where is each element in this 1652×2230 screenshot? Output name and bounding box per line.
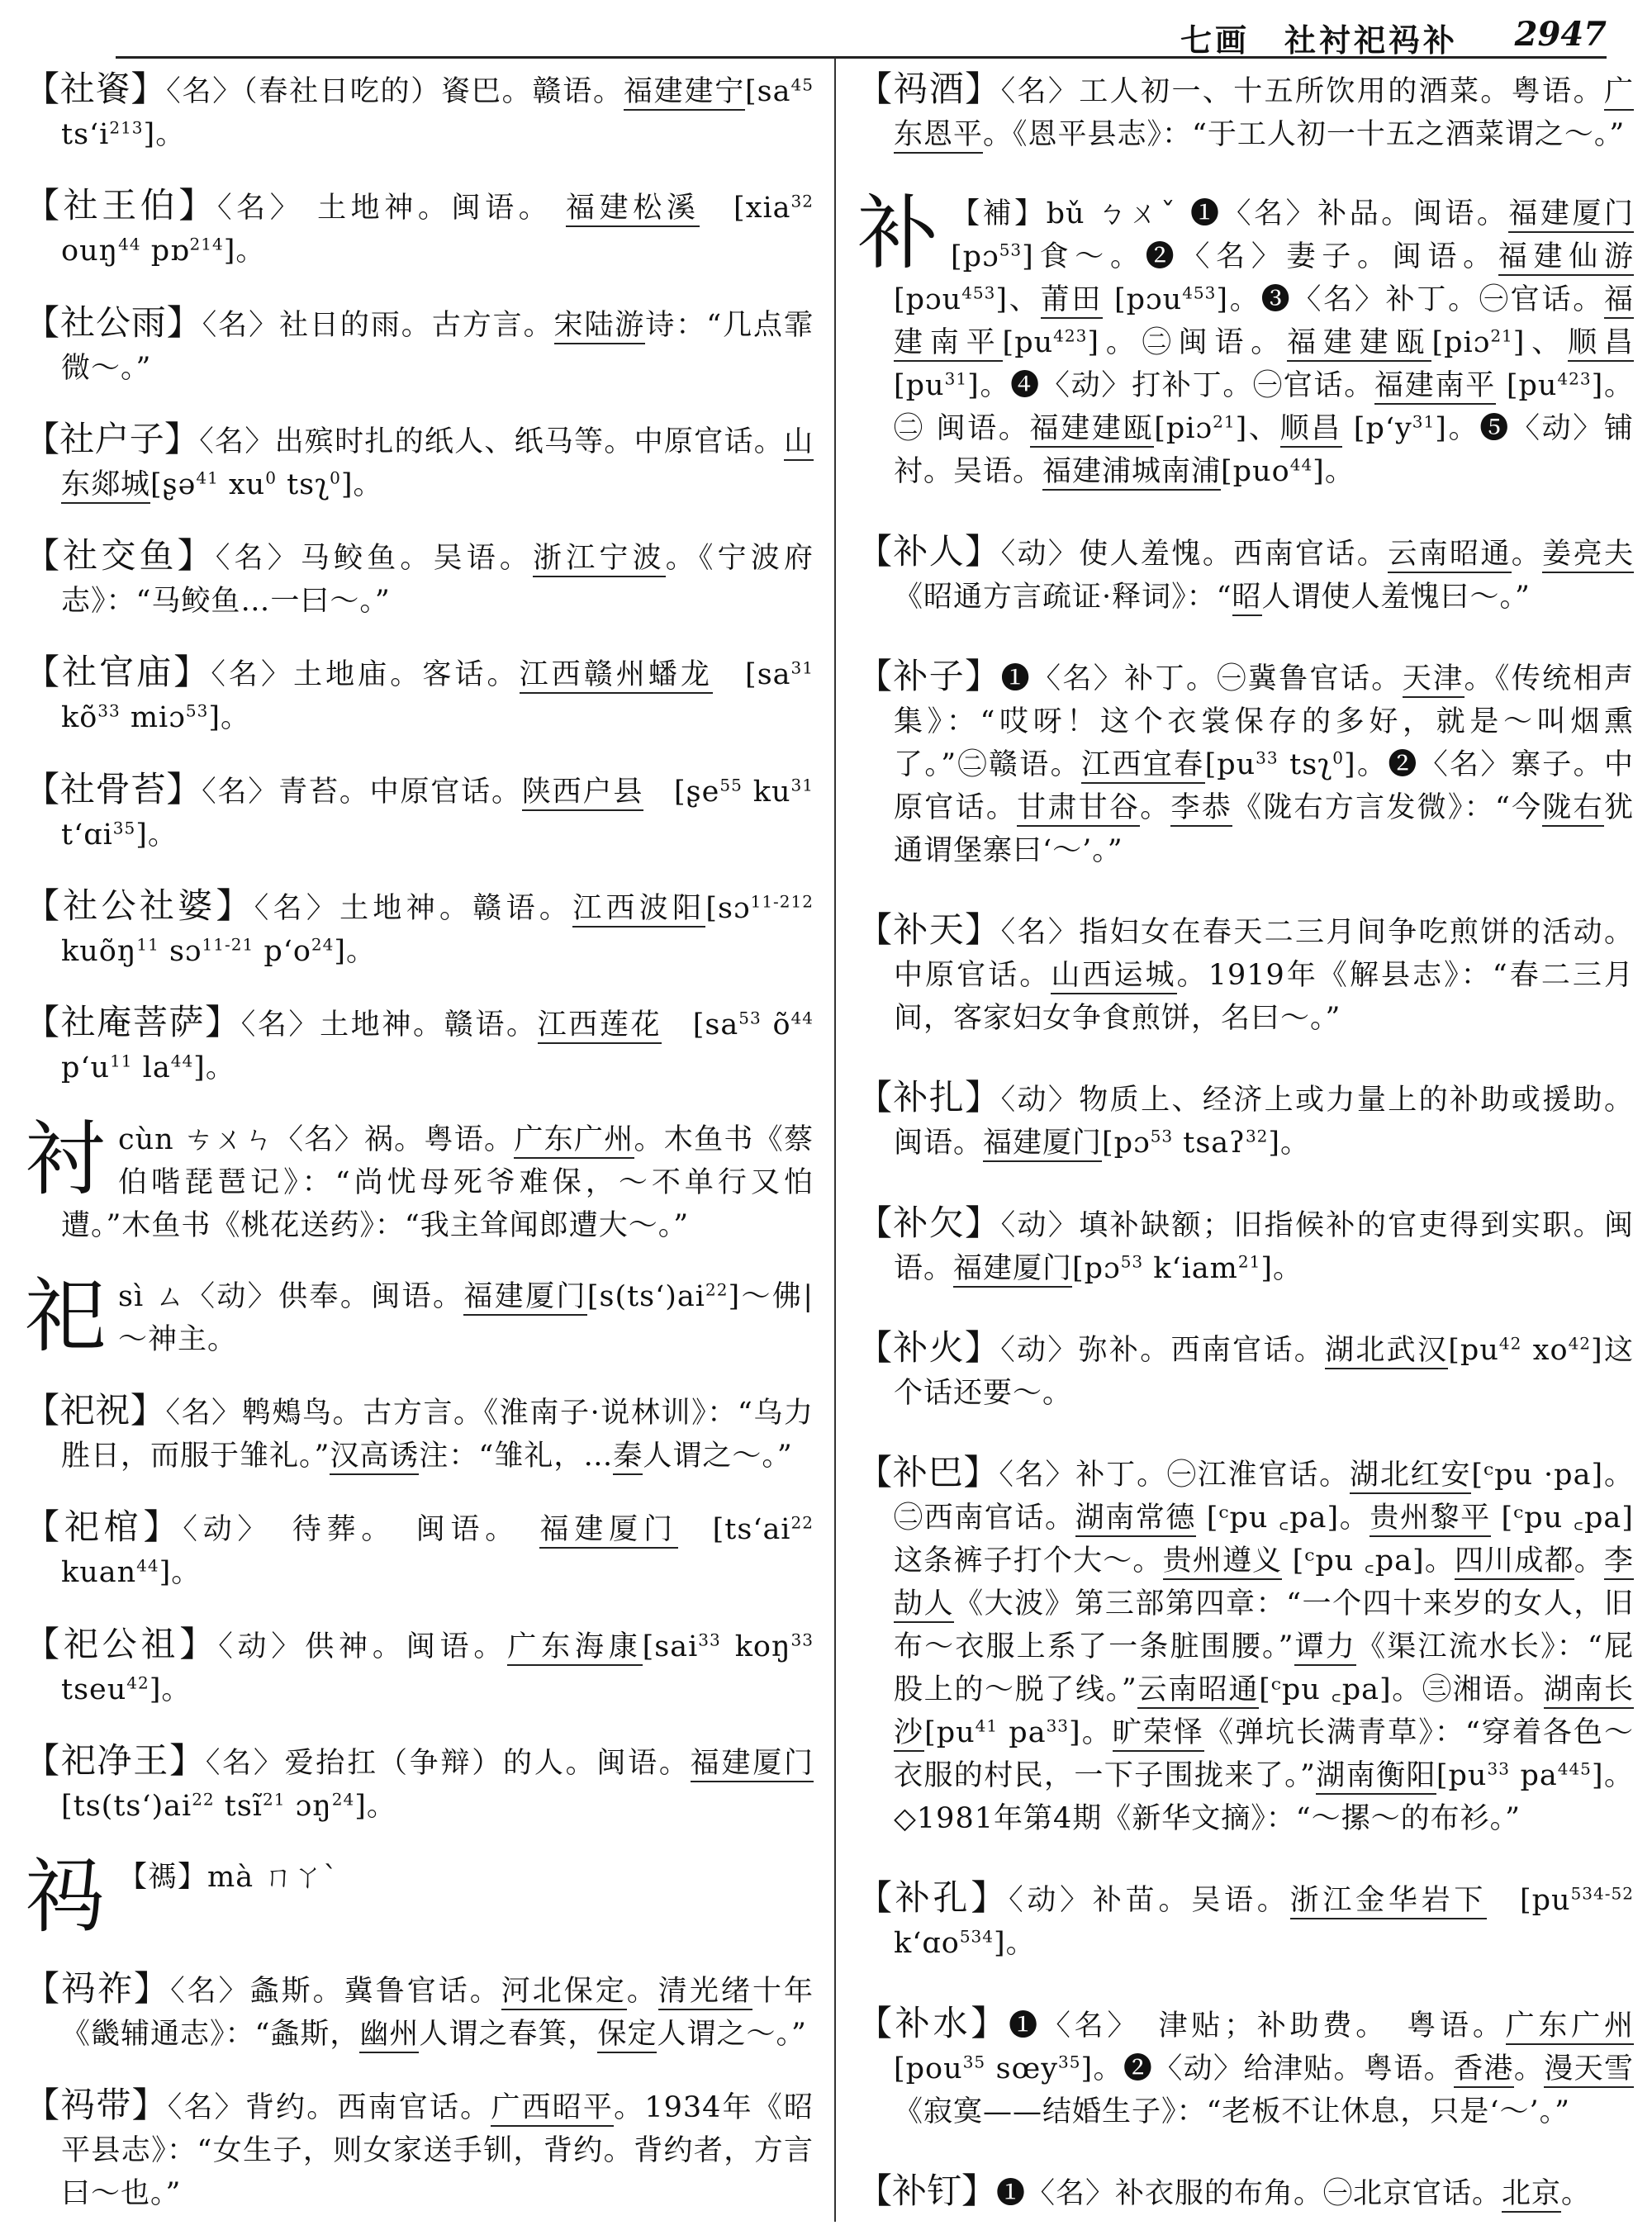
- dictionary-entry: [25, 1112, 814, 1247]
- tone-superscript: 213: [109, 117, 144, 138]
- tone-superscript: 11-21: [202, 934, 254, 955]
- underlined-term: 清光绪: [658, 1975, 752, 2010]
- tone-superscript: 21: [263, 1789, 286, 1810]
- underlined-term: 漫天雪: [1544, 2052, 1634, 2088]
- underlined-term: 福建南平: [894, 283, 1634, 362]
- entry-headword: 【祀棺】: [25, 1506, 183, 1548]
- entry-definition: 〈名〉土地神。赣语。江西莲花 [$sa^{53}$ $õ^{44}$ $p‘u^{11}$ $la^{44}$]。: [61, 1008, 814, 1085]
- tone-superscript: 11: [136, 934, 159, 955]
- underlined-term: 昭: [1232, 581, 1262, 616]
- tone-superscript: 21: [1237, 1250, 1261, 1271]
- entry-headword: 【社庵菩萨】: [25, 1002, 241, 1043]
- dictionary-entry: [25, 418, 814, 506]
- underlined-term: 广东海康: [507, 1630, 642, 1666]
- dictionary-entry: [25, 1739, 814, 1828]
- underlined-term: 旷荣怿: [1113, 1716, 1204, 1752]
- entry-definition: 〈名〉背约。西南官话。广西昭平。1934年《昭平县志》：“女生子，则女家送手钏，背约。背约者，方言曰～也。”: [61, 2090, 814, 2210]
- dictionary-entry: [25, 1269, 814, 1364]
- underlined-term: 姜亮夫: [1542, 538, 1634, 573]
- underlined-term: 天津: [1403, 662, 1464, 698]
- dictionary-entry: [25, 1967, 814, 2056]
- underlined-term: 北京: [1502, 2177, 1561, 2213]
- underlined-term: 福建厦门: [1508, 197, 1634, 233]
- dictionary-entry: [25, 1001, 814, 1089]
- dictionary-entry: [25, 885, 814, 973]
- underlined-term: 贵州黎平: [1370, 1502, 1490, 1537]
- entry-headword: 【社户子】: [25, 418, 200, 459]
- underlined-term: 谭力: [1294, 1630, 1357, 1666]
- underlined-term: 湖北武汉: [1325, 1334, 1448, 1369]
- tone-superscript: 42: [1498, 1333, 1522, 1354]
- entry-definition: 〈名〉指妇女在春天二三月间争吃煎饼的活动。中原官话。山西运城。1919年《解县志》：“春二三月间，客家妇女争食煎饼，名曰～。”: [894, 916, 1634, 1036]
- header-title: 七画 社衬祀祃补: [1180, 22, 1458, 59]
- underlined-term: 江西波阳: [572, 892, 705, 928]
- entry-definition: 〈名〉土地神。赣语。江西波阳[sɔ$^{11-212}$ kuõŋ$^{11}$ sɔ$^{11-21}$ $p‘o^{24}$]。: [61, 891, 814, 968]
- dictionary-entry: [857, 1326, 1634, 1415]
- tone-superscript: 24: [311, 934, 335, 955]
- underlined-term: 福建南平: [1374, 369, 1496, 405]
- headword-character: 补: [857, 187, 940, 282]
- tone-superscript: 33: [1487, 1758, 1510, 1779]
- entry-headword: 【补巴】: [857, 1452, 999, 1493]
- dictionary-entry: [25, 2084, 814, 2215]
- underlined-term: 陇右: [1542, 791, 1604, 827]
- underlined-term: 福建厦门: [463, 1280, 586, 1316]
- tone-superscript: 53: [738, 1008, 762, 1028]
- dictionary-entry: [25, 1623, 814, 1711]
- entry-headword: 【补钉】: [857, 2170, 997, 2211]
- underlined-term: 云南昭通: [1388, 538, 1512, 573]
- entry-headword: 【补水】: [857, 2002, 1009, 2043]
- entry-headword: 【补孔】: [857, 1877, 1009, 1919]
- dictionary-entry: [857, 1451, 1634, 1840]
- tone-superscript: 44: [118, 234, 141, 254]
- dictionary-entry: [25, 1850, 814, 1945]
- underlined-term: 湖南衡阳: [1316, 1759, 1436, 1795]
- underlined-term: 保定: [597, 2018, 657, 2053]
- entry-definition: 〈名〉螽斯。冀鲁官话。河北保定。清光绪十年《畿辅通志》：“螽斯，幽州人谓之春箕，保定人谓之～。”: [61, 1975, 814, 2053]
- tone-superscript: 35: [1058, 2052, 1081, 2071]
- underlined-term: 福建松溪: [566, 192, 700, 227]
- entry-headword: 【补欠】: [857, 1202, 1001, 1243]
- page-number: 2947: [1514, 15, 1607, 54]
- entry-definition: ❶〈名〉 津贴；补助费。 粤语。广东广州[pou$^{35}$ sœy$^{35}$]。❷〈动〉给津贴。粤语。香港。漫天雪《寂寞——结婚生子》：“老板不让休息，只是‘～’。”: [894, 2009, 1634, 2128]
- entry-headword: 【补人】: [857, 530, 1001, 572]
- underlined-term: 江西宜春: [1081, 748, 1205, 784]
- entry-definition: 〈动〉弥补。西南官话。湖北武汉[$pu^{42}$ $xo^{42}$]这个话还要～。: [894, 1333, 1634, 1410]
- tone-superscript: 423: [1557, 368, 1592, 389]
- entry-definition: 〈名〉鹎鵊鸟。古方言。《淮南子·说林训》：“乌力胜日，而服于雏礼。”汉高诱注：“雏礼，…秦人谓之～。”: [61, 1397, 814, 1475]
- underlined-term: 贵州遵义: [1163, 1544, 1283, 1580]
- entry-headword: 【社王伯】: [25, 185, 218, 226]
- tone-superscript: 44: [790, 1008, 814, 1028]
- entry-definition: 〈名〉爱抬扛（争辩）的人。闽语。福建厦门[$ts(ts‘)ai^{22}$ tsĩ$^{21}$ ɔŋ$^{24}$]。: [61, 1746, 814, 1823]
- entry-definition: ❶〈名〉补衣服的布角。㊀北京官话。北京。: [996, 2177, 1591, 2213]
- entry-headword: 【祃带】: [25, 2084, 168, 2125]
- entry-definition: 〈名〉 土地神。闽语。 福建松溪 [xia$^{32}$ ouŋ$^{44}$ pɒ$^{214}$]。: [61, 191, 814, 268]
- headword-character: 衬: [25, 1112, 107, 1207]
- entry-definition: 〈名〉青苔。中原官话。陕西户县 [ʂe$^{55}$ $ku^{31}$ t‘ɑi$^{35}$]。: [61, 775, 814, 852]
- tone-superscript: 53: [1120, 1250, 1144, 1271]
- tone-superscript: 22: [705, 1279, 729, 1300]
- entry-definition: 〈名〉（春社日吃的）餈巴。赣语。福建建宁[$sa^{45}$ $ts‘i^{213}$]。: [61, 74, 814, 151]
- tone-superscript: 53: [999, 240, 1023, 260]
- underlined-term: 湖北红安: [1350, 1459, 1471, 1494]
- underlined-term: 山西运城: [1051, 959, 1176, 994]
- underlined-term: 湖南长沙: [894, 1673, 1634, 1752]
- underlined-term: 四川成都: [1455, 1544, 1574, 1580]
- dictionary-entry: [857, 655, 1634, 872]
- tone-superscript: 21: [1213, 411, 1236, 432]
- underlined-term: 莆田: [1041, 283, 1104, 319]
- dictionary-entry: [25, 768, 814, 856]
- entry-definition: 【禡】mà ㄇㄚˋ: [118, 1861, 339, 1895]
- underlined-term: 香港: [1454, 2052, 1514, 2088]
- dictionary-entry: [25, 184, 814, 273]
- underlined-term: 广东恩平: [894, 75, 1634, 154]
- entry-definition: cùn ㄘㄨㄣ〈名〉祸。粤语。广东广州。木鱼书《蔡伯喈琵琶记》：“尚忧母死爷难保，～不单行又怕遭。”木鱼书《桃花送药》：“我主耸闻郎遭大～。”: [61, 1122, 814, 1242]
- underlined-term: 秦: [613, 1440, 643, 1475]
- tone-superscript: 423: [1053, 325, 1088, 346]
- entry-definition: 〈动〉 待葬。 闽语。 福建厦门 [$ts‘ai^{22}$ kuan$^{44}$]。: [61, 1512, 814, 1590]
- entry-headword: 【祃酒】: [857, 69, 1001, 109]
- entry-headword: 【社餈】: [25, 69, 167, 109]
- underlined-term: 陕西户县: [522, 776, 643, 811]
- underlined-term: 福建建宁: [624, 75, 745, 111]
- entry-definition: 〈名〉社日的雨。古方言。宋陆游诗：“几点霏微～。”: [61, 308, 814, 385]
- entry-headword: 【补火】: [857, 1326, 1001, 1368]
- tone-superscript: 44: [170, 1051, 194, 1071]
- dictionary-entry: [857, 909, 1634, 1040]
- entry-definition: 〈名〉出殡时扎的纸人、纸马等。中原官话。山东郯城[ʂə$^{41}$ $xu^0$ tsʅ$^0$]。: [61, 425, 814, 501]
- tone-superscript: 31: [944, 368, 968, 389]
- tone-superscript: 41: [975, 1715, 999, 1736]
- right-column: [857, 68, 1634, 2215]
- tone-superscript: 42: [126, 1672, 150, 1692]
- tone-superscript: 0: [330, 467, 341, 488]
- entry-definition: sì ㄙ〈动〉供奉。闽语。福建厦门$[s(ts‘)ai^{22}]\sim$佛|～神主。: [118, 1279, 814, 1356]
- underlined-term: 浙江宁波: [533, 542, 666, 577]
- underlined-term: 李恭: [1170, 791, 1232, 827]
- underlined-term: 福建浦城南浦: [1042, 455, 1221, 491]
- tone-superscript: 31: [1412, 411, 1436, 432]
- entry-headword: 【补天】: [857, 909, 1001, 951]
- dictionary-entry: [25, 68, 814, 156]
- underlined-term: 福建厦门: [983, 1127, 1102, 1162]
- entry-headword: 【祀公祖】: [25, 1623, 219, 1664]
- tone-superscript: 53: [185, 700, 209, 721]
- entry-definition: 〈名〉工人初一、十五所饮用的酒菜。粤语。广东恩平。《恩平县志》：“于工人初一十五之酒菜谓之～。”: [894, 75, 1634, 154]
- dictionary-entry: [857, 1076, 1634, 1165]
- underlined-term: 顺昌: [1280, 412, 1342, 448]
- entry-headword: 【社官庙】: [25, 652, 211, 693]
- underlined-term: 幽州: [359, 2018, 419, 2053]
- entry-definition: 〈动〉物质上、经济上或力量上的补助或援助。闽语。福建厦门[pɔ$^{53}$ tsaʔ$^{32}$]。: [894, 1084, 1634, 1160]
- tone-superscript: 0: [1332, 747, 1344, 768]
- dictionary-entry: [857, 2170, 1634, 2215]
- tone-superscript: 55: [719, 775, 743, 795]
- underlined-term: 江西莲花: [538, 1008, 662, 1044]
- headword-character: 祃: [25, 1850, 107, 1945]
- entry-definition: 〈动〉填补缺额；旧指候补的官吏得到实职。闽语。福建厦门[pɔ$^{53}$ k‘iam$^{21}$]。: [894, 1209, 1634, 1285]
- tone-superscript: 41: [196, 467, 219, 488]
- underlined-term: 广东广州: [1506, 2009, 1634, 2045]
- tone-superscript: 44: [1289, 454, 1313, 475]
- tone-superscript: 33: [97, 700, 121, 721]
- entry-definition: 〈名〉土地庙。客话。江西赣州蟠龙 [$sa^{31}$ $kõ^{33}$ miɔ$^{53}$]。: [61, 657, 814, 735]
- dictionary-entry: [25, 651, 814, 739]
- tone-superscript: 33: [1256, 747, 1279, 768]
- tone-superscript: 453: [1182, 282, 1217, 303]
- tone-superscript: 11-212: [750, 891, 814, 912]
- tone-superscript: 11: [110, 1051, 133, 1071]
- dictionary-entry: [857, 187, 1634, 493]
- tone-superscript: 45: [790, 74, 814, 95]
- entry-headword: 【社交鱼】: [25, 535, 216, 576]
- column-divider: [834, 58, 836, 2222]
- entry-headword: 【社公雨】: [25, 301, 202, 343]
- underlined-term: 福建仙游: [1498, 240, 1634, 276]
- tone-superscript: 534: [959, 1926, 994, 1947]
- tone-superscript: 31: [790, 775, 814, 795]
- headword-character: 祀: [25, 1269, 107, 1364]
- underlined-term: 云南昭通: [1137, 1673, 1259, 1709]
- tone-superscript: 22: [192, 1789, 215, 1810]
- underlined-term: 顺昌: [1568, 326, 1634, 362]
- underlined-term: 山东郯城: [61, 425, 814, 504]
- tone-superscript: 22: [790, 1512, 814, 1533]
- underlined-term: 福建厦门: [953, 1252, 1072, 1288]
- dictionary-entry: [857, 1877, 1634, 1965]
- tone-superscript: 214: [189, 234, 224, 254]
- tone-superscript: 33: [1046, 1715, 1070, 1736]
- entry-headword: 【社公社婆】: [25, 885, 254, 926]
- underlined-term: 广西昭平: [491, 2091, 614, 2127]
- underlined-term: 江西赣州蟠龙: [520, 658, 713, 694]
- entry-definition: 【補】bǔ ㄅㄨˇ ❶〈名〉补品。闽语。福建厦门[pɔ$^{53}$]食～。❷〈名〉妻子。闽语。福建仙游[pɔu$^{453}$]、莆田 [pɔu$^{453}$]。❸〈名〉补丁。㊀官话。福建南平$[pu^{423}]$。㊁闽语。福建建瓯[piɔ$^{21}$]、顺昌$[pu^{31}]$。❹〈动〉打补丁。㊀官话。福建南平 $[pu^{423}]$。㊁ 闽语。福建建瓯[piɔ$^{21}$]、顺昌 $[p‘y^{31}]$。❺〈动〉铺衬。吴语。福建浦城南浦[puo$^{44}$]。: [894, 197, 1634, 488]
- underlined-term: 福建厦门: [539, 1513, 677, 1549]
- tone-superscript: 35: [112, 818, 136, 838]
- tone-superscript: 534-52: [1570, 1883, 1634, 1904]
- entry-definition: 〈名〉马鲛鱼。吴语。浙江宁波。《宁波府志》：“马鲛鱼…一曰～。”: [61, 542, 814, 619]
- dictionary-entry: [25, 1506, 814, 1594]
- dictionary-entry: [857, 2002, 1634, 2133]
- left-column: [25, 68, 814, 2215]
- underlined-term: 湖南常德: [1075, 1502, 1196, 1537]
- underlined-term: 汉高诱: [330, 1440, 419, 1475]
- tone-superscript: 44: [136, 1555, 159, 1576]
- tone-superscript: 445: [1557, 1758, 1592, 1779]
- underlined-term: 浙江金华岩下: [1290, 1884, 1488, 1919]
- entry-headword: 【补扎】: [857, 1077, 1001, 1118]
- entry-definition: 〈名〉补丁。㊀江淮官话。湖北红安[ᶜpu ·pa]。㊁西南官话。湖南常德 [ᶜpu ꜀pa]。贵州黎平 [ᶜpu ꜀pa]这条裤子打个大～。贵州遵义 [ᶜpu ꜀pa]。四川成都。李劼人《大波》第三部第四章：“一个四十来岁的女人，旧布～衣服上系了一条脏围腰。”谭力《渠江流水长》：“屁股上的～脱了线。”云南昭通[ᶜpu ꜀pa]。㊂湘语。湖南长沙[$pu^{41}$ $pa^{33}$]。旷荣怿《弹坑长满青草》：“穿着各色～衣服的村民，一下子围拢来了。”湖南衡阳[$pu^{33}$ $pa^{445}$]。◇1981年第4期《新华文摘》：“～摞～的布衫。”: [894, 1459, 1634, 1836]
- tone-superscript: 33: [698, 1630, 721, 1649]
- dictionary-entry: [25, 301, 814, 390]
- entry-headword: 【祃祚】: [25, 1967, 171, 2009]
- entry-definition: 〈动〉补苗。吴语。浙江金华岩下 [$pu^{534-52}$ k‘ɑo$^{534}$]。: [894, 1883, 1634, 1961]
- running-header: [116, 15, 1607, 59]
- dictionary-entry: [857, 530, 1634, 619]
- underlined-term: 福建厦门: [691, 1747, 814, 1782]
- tone-superscript: 35: [962, 2052, 986, 2071]
- entry-definition: ❶〈名〉补丁。㊀冀鲁官话。天津。《传统相声集》：“哎呀！这个衣裳保存的多好，就是～叫烟熏了。”㊁赣语。江西宜春[$pu^{33}$ tsʅ$^0$]。❷〈名〉寨子。中原官话。甘肃甘谷。李恭《陇右方言发微》：“今陇右犹通谓堡寨曰‘～’。”: [894, 662, 1634, 867]
- tone-superscript: 24: [331, 1789, 355, 1810]
- underlined-term: 李劼人: [894, 1544, 1634, 1623]
- dictionary-entry: [25, 534, 814, 623]
- tone-superscript: 32: [790, 191, 814, 211]
- dictionary-entry: [857, 1202, 1634, 1290]
- dictionary-entry: [857, 68, 1634, 156]
- tone-superscript: 453: [961, 282, 996, 303]
- tone-superscript: 21: [1490, 325, 1513, 346]
- tone-superscript: 32: [1245, 1126, 1269, 1146]
- tone-superscript: 0: [265, 467, 277, 488]
- underlined-term: 广东广州: [514, 1123, 634, 1159]
- tone-superscript: 42: [1568, 1333, 1592, 1354]
- underlined-term: 河北保定: [501, 1975, 627, 2010]
- tone-superscript: 33: [790, 1630, 814, 1649]
- dictionary-entry: [25, 1389, 814, 1478]
- tone-superscript: 53: [1150, 1126, 1174, 1146]
- entry-headword: 【社骨苔】: [25, 768, 202, 809]
- tone-superscript: 31: [790, 657, 814, 678]
- underlined-term: 甘肃甘谷: [1017, 791, 1140, 827]
- entry-definition: 〈动〉使人羞愧。西南官话。云南昭通。姜亮夫《昭通方言疏证·释词》：“昭人谓使人羞愧曰～。”: [894, 538, 1634, 616]
- underlined-term: 宋陆游: [554, 309, 646, 344]
- underlined-term: 福建建瓯: [1287, 326, 1431, 362]
- entry-headword: 【祀净王】: [25, 1739, 206, 1781]
- entry-headword: 【补子】: [857, 655, 1001, 696]
- entry-headword: 【祀祝】: [25, 1390, 166, 1431]
- entry-definition: 〈动〉供神。闽语。广东海康[sai$^{33}$ koŋ$^{33}$ tseu$^{42}$]。: [61, 1630, 814, 1706]
- underlined-term: 福建建瓯: [1030, 412, 1155, 448]
